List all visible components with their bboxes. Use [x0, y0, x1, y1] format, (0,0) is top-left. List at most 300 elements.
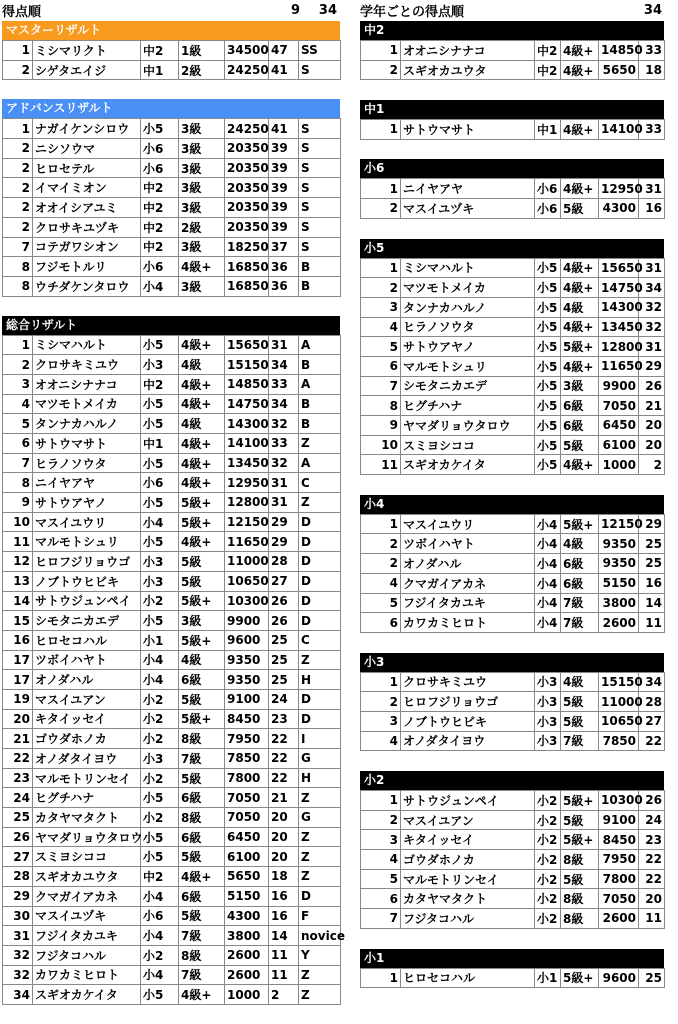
count-cell: 22 — [639, 869, 665, 889]
name-cell: ヒロフジリョウゴ — [33, 552, 141, 572]
grade-cell: 小5 — [535, 416, 561, 436]
name-cell: コテガワシオン — [33, 237, 141, 257]
table-row — [3, 41, 341, 61]
count-cell: 39 — [269, 217, 299, 237]
score-cell: 6450 — [225, 827, 269, 847]
score-cell: 11000 — [225, 552, 269, 572]
score-cell: 15650 — [225, 335, 269, 355]
count-cell: 11 — [639, 909, 665, 929]
count-cell: 31 — [269, 473, 299, 493]
rank-cell: 1 — [361, 258, 401, 278]
count-cell: 26 — [639, 791, 665, 811]
grade-cell: 中2 — [141, 178, 179, 198]
score-cell: 6100 — [599, 435, 639, 455]
grade-section-table — [360, 790, 665, 929]
level-cell: 6級 — [561, 554, 599, 574]
rank-cell: 2 — [361, 810, 401, 830]
score-cell: 9100 — [599, 810, 639, 830]
result-cell: A — [299, 374, 341, 394]
name-cell: サトウマサト — [33, 434, 141, 454]
name-cell: ヒロフジリョウゴ — [401, 692, 535, 712]
rank-cell: 1 — [361, 179, 401, 199]
table-row — [3, 808, 341, 828]
level-cell: 7級 — [179, 926, 225, 946]
table-row — [361, 179, 665, 199]
level-cell: 8級 — [179, 808, 225, 828]
result-cell: Z — [299, 788, 341, 808]
grade-cell: 小4 — [535, 573, 561, 593]
rank-cell: 28 — [3, 867, 33, 887]
grade-cell: 小5 — [141, 414, 179, 434]
grade-cell: 小3 — [535, 692, 561, 712]
result-cell: Y — [299, 945, 341, 965]
count-cell: 32 — [269, 453, 299, 473]
name-cell: キタイッセイ — [401, 830, 535, 850]
score-cell: 24250 — [225, 60, 269, 80]
rank-cell: 19 — [3, 689, 33, 709]
result-cell: G — [299, 749, 341, 769]
score-cell: 20350 — [225, 139, 269, 159]
count-cell: 16 — [269, 886, 299, 906]
table-row — [361, 356, 665, 376]
result-cell: H — [299, 670, 341, 690]
count-cell: 27 — [269, 571, 299, 591]
level-cell: 4級+ — [179, 335, 225, 355]
name-cell: マスイユウリ — [33, 512, 141, 532]
name-cell: カタヤマタクト — [33, 808, 141, 828]
rank-cell: 1 — [361, 791, 401, 811]
score-cell: 16850 — [225, 257, 269, 277]
grade-cell: 中2 — [535, 41, 561, 61]
grade-cell: 小4 — [141, 276, 179, 296]
table-row — [361, 731, 665, 751]
count-cell: 18 — [639, 60, 665, 80]
rank-cell: 32 — [3, 945, 33, 965]
score-cell: 7800 — [599, 869, 639, 889]
level-cell: 8級 — [561, 889, 599, 909]
score-cell: 11650 — [599, 356, 639, 376]
level-cell: 5級+ — [561, 968, 599, 988]
score-cell: 9600 — [599, 968, 639, 988]
grade-cell: 小2 — [141, 945, 179, 965]
level-cell: 4級 — [561, 297, 599, 317]
name-cell: ニイヤアヤ — [401, 179, 535, 199]
grade-section-header: 小3 — [360, 653, 664, 672]
name-cell: マスイユヅキ — [33, 906, 141, 926]
grade-section-header: 中2 — [360, 21, 664, 40]
score-cell: 11650 — [225, 532, 269, 552]
score-cell: 10300 — [225, 591, 269, 611]
table-row — [361, 60, 665, 80]
name-cell: サトウジュンペイ — [33, 591, 141, 611]
name-cell: ニシソウマ — [33, 139, 141, 159]
name-cell: ヤマダリョウタロウ — [401, 416, 535, 436]
table-row — [3, 650, 341, 670]
level-cell: 4級+ — [561, 60, 599, 80]
result-cell: S — [299, 60, 341, 80]
count-cell: 14 — [639, 593, 665, 613]
level-cell: 4級+ — [561, 179, 599, 199]
level-cell: 5級 — [561, 692, 599, 712]
grade-cell: 小5 — [141, 985, 179, 1005]
grade-cell: 小6 — [141, 473, 179, 493]
left-header-count-1: 9 — [290, 3, 300, 18]
left-header-count-2: 34 — [318, 3, 337, 18]
grade-cell: 小5 — [141, 119, 179, 139]
table-row — [3, 689, 341, 709]
grade-cell: 小3 — [535, 672, 561, 692]
rank-cell: 16 — [3, 630, 33, 650]
table-row — [3, 217, 341, 237]
grade-cell: 小6 — [535, 179, 561, 199]
grade-cell: 小5 — [535, 258, 561, 278]
count-cell: 27 — [639, 711, 665, 731]
name-cell: ミシマハルト — [33, 335, 141, 355]
score-cell: 12950 — [225, 473, 269, 493]
grade-cell: 小5 — [535, 297, 561, 317]
table-row — [361, 396, 665, 416]
name-cell: ツボイハヤト — [33, 650, 141, 670]
grade-cell: 小2 — [535, 869, 561, 889]
grade-cell: 小4 — [141, 512, 179, 532]
name-cell: マルモトリンセイ — [401, 869, 535, 889]
score-cell: 2600 — [599, 613, 639, 633]
grade-cell: 小5 — [535, 337, 561, 357]
count-cell: 29 — [639, 514, 665, 534]
table-row — [3, 768, 341, 788]
rank-cell: 34 — [3, 985, 33, 1005]
level-cell: 4級+ — [179, 985, 225, 1005]
table-row — [3, 965, 341, 985]
grade-cell: 小5 — [535, 356, 561, 376]
grade-cell: 中2 — [141, 867, 179, 887]
table-row — [3, 886, 341, 906]
table-row — [361, 830, 665, 850]
table-row — [3, 729, 341, 749]
score-cell: 15150 — [599, 672, 639, 692]
grade-cell: 小5 — [141, 532, 179, 552]
grade-cell: 小5 — [535, 455, 561, 475]
result-cell: S — [299, 139, 341, 159]
score-cell: 9350 — [225, 650, 269, 670]
table-row — [361, 435, 665, 455]
table-row — [361, 514, 665, 534]
grade-cell: 小5 — [141, 827, 179, 847]
grade-cell: 小2 — [535, 810, 561, 830]
score-cell: 10650 — [225, 571, 269, 591]
result-cell: I — [299, 729, 341, 749]
count-cell: 20 — [269, 847, 299, 867]
rank-cell: 2 — [3, 139, 33, 159]
count-cell: 33 — [269, 434, 299, 454]
count-cell: 47 — [269, 41, 299, 61]
result-cell: B — [299, 355, 341, 375]
level-cell: 6級 — [179, 788, 225, 808]
count-cell: 22 — [269, 749, 299, 769]
level-cell: 8級 — [179, 729, 225, 749]
result-cell: D — [299, 512, 341, 532]
name-cell: クマガイアカネ — [33, 886, 141, 906]
count-cell: 39 — [269, 158, 299, 178]
score-cell: 6450 — [599, 416, 639, 436]
name-cell: オノダハル — [33, 670, 141, 690]
level-cell: 3級 — [179, 139, 225, 159]
level-cell: 5級+ — [179, 493, 225, 513]
level-cell: 3級 — [179, 276, 225, 296]
table-row — [361, 593, 665, 613]
count-cell: 39 — [269, 198, 299, 218]
table-row — [3, 139, 341, 159]
result-cell: Z — [299, 847, 341, 867]
count-cell: 20 — [639, 435, 665, 455]
table-row — [361, 573, 665, 593]
name-cell: キタイッセイ — [33, 709, 141, 729]
name-cell: クロサキユヅキ — [33, 217, 141, 237]
table-row — [3, 709, 341, 729]
level-cell: 4級+ — [561, 278, 599, 298]
table-row — [3, 867, 341, 887]
name-cell: ノブトウヒビキ — [33, 571, 141, 591]
score-cell: 5650 — [599, 60, 639, 80]
table-row — [3, 355, 341, 375]
name-cell: マスイユヅキ — [401, 199, 535, 219]
name-cell: マルモトシュリ — [33, 532, 141, 552]
name-cell: マツモトメイカ — [401, 278, 535, 298]
grade-sections — [360, 21, 664, 988]
count-cell: 29 — [639, 356, 665, 376]
level-cell: 7級 — [561, 593, 599, 613]
table-row — [361, 534, 665, 554]
table-row — [361, 416, 665, 436]
table-row — [361, 258, 665, 278]
score-cell: 34500 — [225, 41, 269, 61]
score-cell: 20350 — [225, 217, 269, 237]
table-row — [3, 571, 341, 591]
score-cell: 18250 — [225, 237, 269, 257]
level-cell: 6級 — [561, 396, 599, 416]
grade-cell: 小2 — [535, 889, 561, 909]
advance-result-header: アドバンスリザルト — [2, 99, 340, 118]
score-cell: 5150 — [225, 886, 269, 906]
name-cell: フジタコハル — [33, 945, 141, 965]
rank-cell: 5 — [3, 414, 33, 434]
rank-cell: 10 — [3, 512, 33, 532]
score-cell: 7950 — [599, 850, 639, 870]
count-cell: 28 — [269, 552, 299, 572]
rank-cell: 31 — [3, 926, 33, 946]
score-cell: 3800 — [225, 926, 269, 946]
result-cell: D — [299, 532, 341, 552]
result-cell: Z — [299, 867, 341, 887]
table-row — [361, 376, 665, 396]
name-cell: フジイタカユキ — [401, 593, 535, 613]
result-cell: novice — [299, 926, 341, 946]
master-result-table — [2, 40, 341, 80]
count-cell: 31 — [639, 337, 665, 357]
result-cell: Z — [299, 985, 341, 1005]
level-cell: 5級 — [179, 906, 225, 926]
table-row — [361, 554, 665, 574]
result-cell: Z — [299, 493, 341, 513]
name-cell: ナガイケンシロウ — [33, 119, 141, 139]
rank-cell: 2 — [361, 534, 401, 554]
grade-cell: 小5 — [535, 278, 561, 298]
name-cell: マスイユアン — [401, 810, 535, 830]
result-cell: S — [299, 178, 341, 198]
score-cell: 4300 — [599, 199, 639, 219]
grade-cell: 中2 — [141, 374, 179, 394]
grade-section-header: 小2 — [360, 771, 664, 790]
name-cell: ツボイハヤト — [401, 534, 535, 554]
grade-cell: 小2 — [535, 909, 561, 929]
rank-cell: 2 — [361, 278, 401, 298]
result-cell: B — [299, 394, 341, 414]
result-cell: C — [299, 630, 341, 650]
grade-cell: 小5 — [141, 335, 179, 355]
name-cell: フジタコハル — [401, 909, 535, 929]
level-cell: 6級 — [179, 827, 225, 847]
count-cell: 33 — [639, 41, 665, 61]
name-cell: オノダハル — [401, 554, 535, 574]
count-cell: 23 — [269, 709, 299, 729]
table-row — [361, 791, 665, 811]
rank-cell: 4 — [361, 317, 401, 337]
rank-cell: 9 — [361, 416, 401, 436]
name-cell: オオニシナナコ — [33, 374, 141, 394]
table-row — [361, 711, 665, 731]
score-cell: 12800 — [599, 337, 639, 357]
rank-cell: 7 — [3, 453, 33, 473]
score-cell: 12800 — [225, 493, 269, 513]
rank-cell: 1 — [361, 968, 401, 988]
result-cell: SS — [299, 41, 341, 61]
name-cell: ウチダケンタロウ — [33, 276, 141, 296]
result-cell: S — [299, 237, 341, 257]
table-row — [3, 198, 341, 218]
count-cell: 20 — [269, 827, 299, 847]
rank-cell: 7 — [361, 909, 401, 929]
grade-cell: 中1 — [141, 60, 179, 80]
score-cell: 14300 — [599, 297, 639, 317]
count-cell: 16 — [639, 199, 665, 219]
rank-cell: 4 — [3, 394, 33, 414]
grade-cell: 中2 — [141, 198, 179, 218]
level-cell: 8級 — [561, 850, 599, 870]
result-cell: D — [299, 689, 341, 709]
name-cell: フジモトルリ — [33, 257, 141, 277]
level-cell: 6級 — [561, 573, 599, 593]
master-result-header: マスターリザルト — [2, 21, 340, 40]
level-cell: 4級+ — [561, 356, 599, 376]
grade-cell: 小4 — [535, 534, 561, 554]
score-cell: 9900 — [599, 376, 639, 396]
name-cell: ヒラノソウタ — [33, 453, 141, 473]
count-cell: 18 — [269, 867, 299, 887]
grade-cell: 小5 — [141, 394, 179, 414]
grade-section — [360, 239, 664, 476]
score-cell: 20350 — [225, 198, 269, 218]
count-cell: 26 — [269, 591, 299, 611]
score-cell: 7850 — [599, 731, 639, 751]
level-cell: 5級+ — [561, 337, 599, 357]
right-header-count: 34 — [643, 3, 662, 18]
rank-cell: 3 — [361, 830, 401, 850]
name-cell: ゴウダホノカ — [401, 850, 535, 870]
score-cell: 8450 — [225, 709, 269, 729]
score-cell: 10650 — [599, 711, 639, 731]
level-cell: 5級 — [561, 435, 599, 455]
name-cell: クロサキミユウ — [401, 672, 535, 692]
grade-cell: 小2 — [535, 791, 561, 811]
rank-cell: 26 — [3, 827, 33, 847]
grade-section — [360, 21, 664, 80]
table-row — [3, 847, 341, 867]
rank-cell: 24 — [3, 788, 33, 808]
name-cell: スギオカユウタ — [33, 867, 141, 887]
score-cell: 7050 — [225, 808, 269, 828]
rank-cell: 2 — [3, 355, 33, 375]
score-cell: 8450 — [599, 830, 639, 850]
score-cell: 5650 — [225, 867, 269, 887]
level-cell: 5級+ — [561, 514, 599, 534]
count-cell: 11 — [269, 945, 299, 965]
level-cell: 1級 — [179, 41, 225, 61]
name-cell: スギオカユウタ — [401, 60, 535, 80]
overall-result-table — [2, 335, 345, 1005]
grade-cell: 中2 — [141, 237, 179, 257]
count-cell: 36 — [269, 276, 299, 296]
level-cell: 4級 — [561, 672, 599, 692]
level-cell: 5級+ — [179, 630, 225, 650]
name-cell: クロサキミユウ — [33, 355, 141, 375]
count-cell: 20 — [639, 889, 665, 909]
rank-cell: 6 — [361, 889, 401, 909]
grade-section-header: 小5 — [360, 239, 664, 258]
grade-cell: 小4 — [141, 650, 179, 670]
table-row — [361, 869, 665, 889]
count-cell: 24 — [269, 689, 299, 709]
count-cell: 39 — [269, 139, 299, 159]
level-cell: 8級 — [561, 909, 599, 929]
name-cell: スギオカケイタ — [401, 455, 535, 475]
table-row — [3, 670, 341, 690]
score-cell: 1000 — [599, 455, 639, 475]
grade-section-table — [360, 514, 665, 633]
count-cell: 11 — [269, 965, 299, 985]
table-row — [3, 178, 341, 198]
count-cell: 26 — [269, 611, 299, 631]
result-cell: Z — [299, 965, 341, 985]
name-cell: マルモトリンセイ — [33, 768, 141, 788]
table-row — [3, 945, 341, 965]
count-cell: 28 — [639, 692, 665, 712]
table-row — [361, 297, 665, 317]
table-row — [361, 317, 665, 337]
table-row — [3, 827, 341, 847]
rank-cell: 8 — [3, 276, 33, 296]
level-cell: 4級+ — [179, 453, 225, 473]
table-row — [3, 453, 341, 473]
name-cell: オノダタイヨウ — [401, 731, 535, 751]
table-row — [361, 889, 665, 909]
score-cell: 20350 — [225, 158, 269, 178]
name-cell: ミシマリクト — [33, 41, 141, 61]
count-cell: 33 — [639, 120, 665, 140]
rank-cell: 6 — [361, 613, 401, 633]
grade-cell: 小2 — [535, 850, 561, 870]
count-cell: 14 — [269, 926, 299, 946]
result-cell: H — [299, 768, 341, 788]
